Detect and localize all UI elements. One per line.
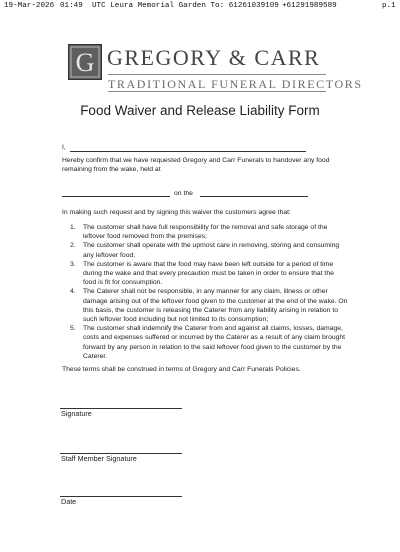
term-text: The Caterer shall not be responsible, in any manner for any claim, illness or other damage arising out of the leftover food given to the customer at the end of the wake. On this basis, the customer is releasing the Caterer from any liability arising in relation to such leftover food including but not limited to its consumption;: [83, 288, 348, 324]
brand-tagline: TRADITIONAL FUNERAL DIRECTORS: [108, 77, 363, 91]
term-item: [70, 287, 348, 324]
term-number: 3.: [70, 260, 76, 268]
staff-signature-label: Staff Member Signature: [61, 454, 137, 463]
date-field[interactable]: [60, 496, 182, 497]
term-number: 2.: [70, 242, 76, 250]
on-the-label: on the: [174, 190, 193, 197]
fax-number: +61291989589: [282, 2, 337, 10]
term-item: [70, 223, 348, 241]
term-item: [70, 260, 348, 288]
name-prefix: I,: [62, 144, 66, 151]
terms-list: [70, 223, 348, 361]
divider: [108, 74, 326, 75]
term-number: 1.: [70, 224, 76, 231]
term-item: [70, 241, 348, 259]
term-text: The customer shall indemnify the Caterer from and against all claims, losses, damage, costs and expenses suffered or incurred by the Caterer as a result of any claim brought forward by any person in relation to the said leftover food given to the customer by the Caterer.: [83, 325, 346, 360]
venue-field[interactable]: [62, 196, 170, 197]
fax-date: 19-Mar-2026: [4, 2, 55, 10]
logo-icon: [68, 44, 102, 80]
date-held-field[interactable]: [200, 196, 308, 197]
name-field[interactable]: [70, 151, 306, 152]
term-text: The customer shall have full responsibility for the removal and safe storage of the leftover food removed from the premises;: [83, 224, 328, 241]
fax-page: p.1: [382, 2, 396, 10]
term-text: The customer is aware that the food may have been left outside for a period of time during the wake and that every precaution must be taken in order to ensure that the food is fit for consumption.: [83, 260, 334, 287]
term-number: 5.: [70, 325, 76, 333]
fax-header: [4, 2, 396, 12]
signature-label: Signature: [61, 409, 92, 418]
divider: [108, 91, 326, 92]
logo-monogram: G: [75, 48, 95, 77]
brand-name: GREGORY & CARR: [107, 45, 321, 70]
closing-text: These terms shall be construed in terms of Gregory and Carr Funerals Policies.: [62, 366, 301, 373]
date-label: Date: [61, 497, 77, 506]
fax-route: UTC Leura Memorial Garden To: 61261039109: [92, 2, 279, 10]
page-title: Food Waiver and Release Liability Form: [80, 103, 320, 118]
term-number: 4.: [70, 288, 76, 296]
fax-time: 01:49: [60, 2, 83, 10]
term-item: [70, 324, 348, 361]
agree-intro: In making such request and by signing this waiver the customers agree that:: [62, 209, 291, 216]
term-text: The customer shall operate with the upmost care in removing, storing and consuming any leftover food;: [83, 242, 340, 259]
confirm-text: Hereby confirm that we have requested Gregory and Carr Funerals to handover any food remaining from the wake, held at: [62, 157, 330, 174]
